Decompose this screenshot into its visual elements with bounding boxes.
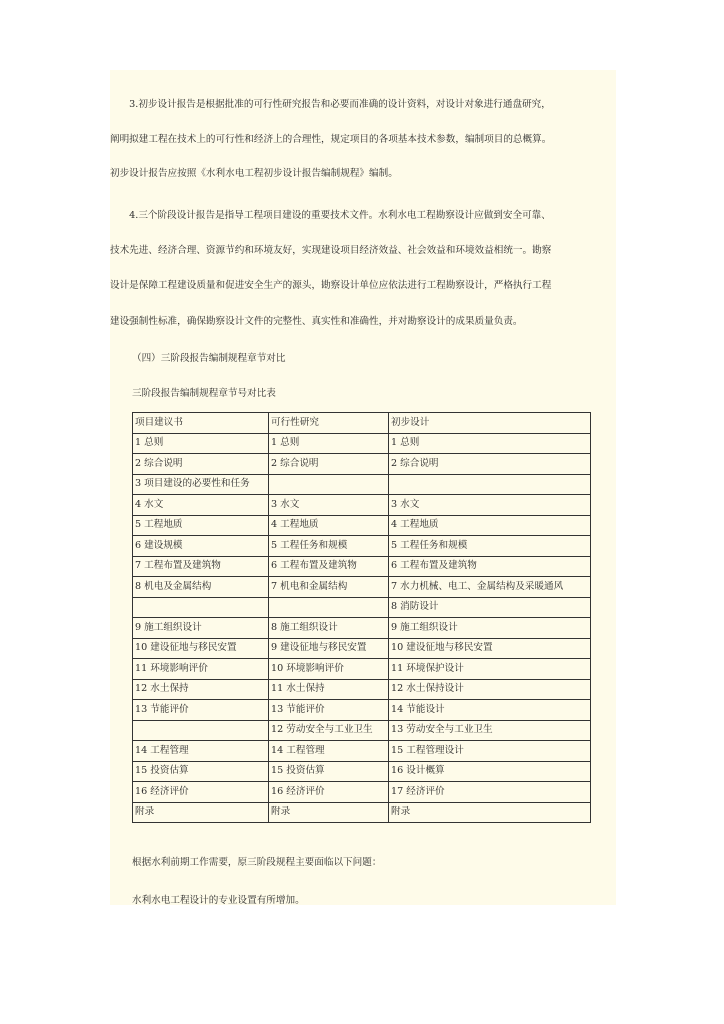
table-header-cell: 初步设计 [389,413,591,434]
table-cell: 14 工程管理 [133,741,269,762]
table-cell: 2 综合说明 [133,454,269,475]
table-row [133,515,591,536]
table-row [133,761,591,782]
table-cell: 13 劳动安全与工业卫生 [389,720,591,741]
table-cell: 17 经济评价 [389,782,591,803]
table-cell: 11 环境影响评价 [133,659,269,680]
table-cell: 4 水文 [133,495,269,516]
paragraph-3-line-1: 3.初步设计报告是根据批准的可行性研究报告和必要而准确的设计资料，对设计对象进行通盘研究， [110,99,551,110]
table-row [133,720,591,741]
table-cell: 16 设计概算 [389,761,591,782]
table-cell [133,720,269,741]
table-row [133,782,591,803]
table-cell: 15 投资估算 [133,761,269,782]
table-cell: 16 经济评价 [133,782,269,803]
table-row [133,495,591,516]
table-row [133,474,591,495]
table-cell: 13 节能评价 [269,700,389,721]
table-cell: 10 建设征地与移民安置 [389,638,591,659]
table-cell: 9 施工组织设计 [389,618,591,639]
table-cell: 12 水土保持设计 [389,679,591,700]
paragraph-4-line-4: 建设强制性标准，确保勘察设计文件的完整性、真实性和准确性，并对勘察设计的成果质量负责。 [110,316,523,327]
table-cell: 2 综合说明 [389,454,591,475]
closing-line-1: 根据水利前期工作需要，原三阶段规程主要面临以下问题： [132,857,382,868]
table-cell: 16 经济评价 [269,782,389,803]
table-cell: 附录 [269,802,389,823]
table-cell: 6 工程布置及建筑物 [389,556,591,577]
table-cell: 9 建设征地与移民安置 [269,638,389,659]
table-row [133,433,591,454]
table-row [133,536,591,557]
table-cell [133,597,269,618]
table-cell: 10 环境影响评价 [269,659,389,680]
table-header-cell: 项目建议书 [133,413,269,434]
table-cell: 9 施工组织设计 [133,618,269,639]
table-cell: 5 工程任务和规模 [269,536,389,557]
table-cell: 7 机电和金属结构 [269,577,389,598]
table-cell: 8 施工组织设计 [269,618,389,639]
table-header-cell: 可行性研究 [269,413,389,434]
table-cell: 5 工程地质 [133,515,269,536]
table-cell: 3 水文 [389,495,591,516]
table-row [133,454,591,475]
table-cell: 1 总则 [269,433,389,454]
table-row [133,556,591,577]
table-row [133,802,591,823]
table-cell: 3 项目建设的必要性和任务 [133,474,269,495]
paragraph-4-line-3: 设计是保障工程建设质量和促进安全生产的源头，勘察设计单位应依法进行工程勘察设计，严格执行工程 [110,280,552,291]
table-cell: 8 机电及金属结构 [133,577,269,598]
paragraph-3-line-2: 阐明拟建工程在技术上的可行性和经济上的合理性，规定项目的各项基本技术参数，编制项目的总概算。 [110,134,552,145]
table-cell: 15 投资估算 [269,761,389,782]
table-cell: 1 总则 [133,433,269,454]
table-cell: 14 工程管理 [269,741,389,762]
document-page [110,70,616,905]
table-cell: 11 水土保持 [269,679,389,700]
table-cell: 15 工程管理设计 [389,741,591,762]
table-cell: 8 消防设计 [389,597,591,618]
table-row [133,638,591,659]
table-row [133,597,591,618]
paragraph-4-line-1: 4.三个阶段设计报告是指导工程项目建设的重要技术文件。水利水电工程勘察设计应做到安全可靠、 [110,210,551,221]
chapter-comparison-table [132,412,591,823]
table-cell [389,474,591,495]
table-cell: 7 工程布置及建筑物 [133,556,269,577]
table-cell: 14 节能设计 [389,700,591,721]
table-title: 三阶段报告编制规程章节号对比表 [132,388,276,399]
table-cell: 12 水土保持 [133,679,269,700]
table-cell: 12 劳动安全与工业卫生 [269,720,389,741]
table-cell: 附录 [389,802,591,823]
table-cell: 11 环境保护设计 [389,659,591,680]
table-row [133,577,591,598]
table-cell: 13 节能评价 [133,700,269,721]
table-row [133,659,591,680]
table-cell: 7 水力机械、电工、金属结构及采暖通风 [389,577,591,598]
table-cell: 附录 [133,802,269,823]
table-cell [269,597,389,618]
table-cell: 1 总则 [389,433,591,454]
table-cell: 3 水文 [269,495,389,516]
paragraph-4-line-2: 技术先进、经济合理、资源节约和环境友好，实现建设项目经济效益、社会效益和环境效益相统一。勘察 [110,245,552,256]
paragraph-3-line-3: 初步设计报告应按照《水利水电工程初步设计报告编制规程》编制。 [110,168,398,179]
table-cell: 4 工程地质 [389,515,591,536]
closing-line-2: 水利水电工程设计的专业设置有所增加。 [132,895,305,906]
table-row [133,618,591,639]
table-cell: 2 综合说明 [269,454,389,475]
table-cell [269,474,389,495]
table-row [133,700,591,721]
table-cell: 6 建设规模 [133,536,269,557]
table-cell: 5 工程任务和规模 [389,536,591,557]
table-cell: 10 建设征地与移民安置 [133,638,269,659]
section-heading: （四）三阶段报告编制规程章节对比 [132,353,286,364]
table-cell: 6 工程布置及建筑物 [269,556,389,577]
table-header-row [133,413,591,434]
table-row [133,679,591,700]
table-row [133,741,591,762]
table-cell: 4 工程地质 [269,515,389,536]
